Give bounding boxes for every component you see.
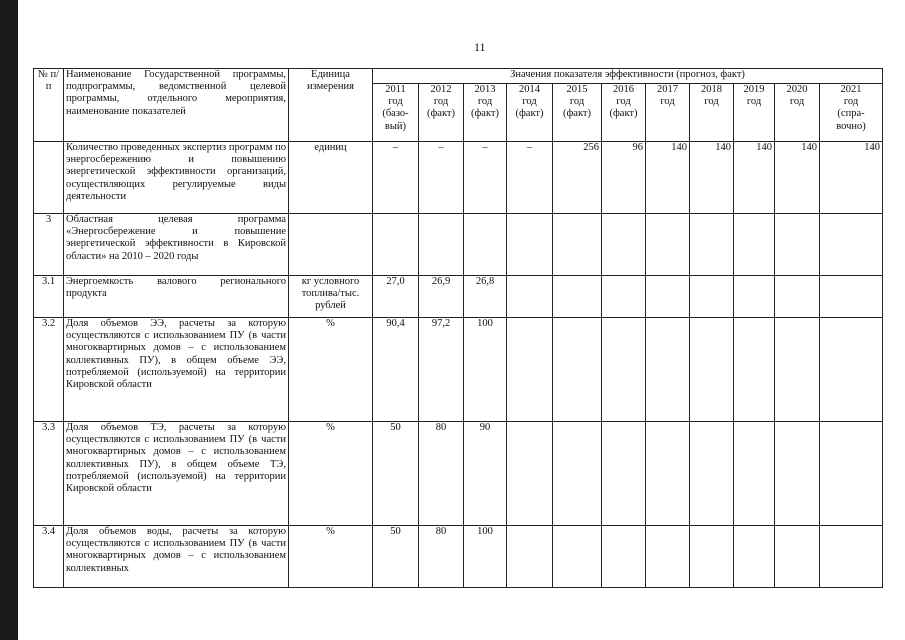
unit-cell: % <box>289 526 373 588</box>
value-cell <box>734 318 775 422</box>
value-cell <box>820 422 883 526</box>
value-cell: 96 <box>602 142 646 214</box>
value-cell <box>419 214 464 276</box>
year-header-cell <box>646 84 690 142</box>
indicator-name: Количество проведенных экспертиз программ по энергосбережению и повышению энергетической эффективности организаций, осуществляющих регулируемые виды деятельности <box>64 142 289 214</box>
value-cell <box>553 422 602 526</box>
indicator-name: Областная целевая программа «Энергосбережение и повышение энергетической эффективности в Кировской области» на 2010 – 2020 годы <box>64 214 289 276</box>
value-cell: 100 <box>464 526 507 588</box>
indicator-name: Доля объемов ЭЭ, расчеты за которую осуществляются с использованием ПУ (в части многоквартирных домов – с использованием коллективных ПУ), в общем объеме ЭЭ, потребляемой (используемой) на территории Кировской области <box>64 318 289 422</box>
value-cell: 80 <box>419 422 464 526</box>
unit-cell: единиц <box>289 142 373 214</box>
year-header-cell <box>553 84 602 142</box>
year-label: 2015 <box>566 84 588 95</box>
year-note: год <box>660 96 675 108</box>
value-cell <box>602 422 646 526</box>
value-cell <box>690 318 734 422</box>
value-cell: 140 <box>646 142 690 214</box>
value-cell <box>507 214 553 276</box>
value-cell: 90,4 <box>373 318 419 422</box>
indicator-name: Доля объемов ТЭ, расчеты за которую осуществляются с использованием ПУ (в части многоквартирных домов – с использованием коллективных ПУ), в общем объеме ТЭ, потребляемой (используемой) на территории Кировской области <box>64 422 289 526</box>
year-note: год <box>477 96 493 108</box>
name-header: Наименование Государственной программы, подпрограммы, ведомственной целевой программы, отдельного мероприятия, наименование показателей <box>64 69 289 142</box>
value-cell <box>602 526 646 588</box>
indicator-name: Доля объемов воды, расчеты за которую осуществляются с использованием ПУ (в части многоквартирных домов – с использованием коллективных <box>64 526 289 588</box>
year-note: (факт) <box>609 108 638 120</box>
year-note: вочно) <box>836 120 866 132</box>
value-cell <box>553 526 602 588</box>
year-note: год <box>522 96 537 108</box>
unit-cell <box>289 214 373 276</box>
row-number: 3 <box>34 214 64 276</box>
year-note: (факт) <box>515 108 544 120</box>
year-note: (факт) <box>562 108 591 120</box>
year-header-cell <box>602 84 646 142</box>
year-header-cell <box>419 84 464 142</box>
value-cell: 27,0 <box>373 276 419 318</box>
indicator-name: Энергоемкость валового регионального продукта <box>64 276 289 318</box>
year-label: 2016 <box>613 84 634 95</box>
year-label: 2019 <box>743 84 765 95</box>
unit-cell: % <box>289 422 373 526</box>
table-row <box>34 214 883 276</box>
header-row <box>34 69 883 84</box>
value-cell <box>820 276 883 318</box>
value-cell: 26,8 <box>464 276 507 318</box>
value-cell <box>775 422 820 526</box>
row-number: 3.1 <box>34 276 64 318</box>
value-cell <box>602 214 646 276</box>
row-number: 3.3 <box>34 422 64 526</box>
year-note: (спра- <box>837 108 865 120</box>
value-cell <box>690 422 734 526</box>
row-number: 3.2 <box>34 318 64 422</box>
year-note: год <box>789 96 805 108</box>
table-row <box>34 526 883 588</box>
year-note: (базо- <box>382 108 409 120</box>
num-header: № п/п <box>34 69 64 142</box>
value-cell <box>507 526 553 588</box>
value-cell <box>602 318 646 422</box>
value-cell <box>507 318 553 422</box>
year-header-cell <box>690 84 734 142</box>
value-cell <box>602 276 646 318</box>
value-cell <box>646 422 690 526</box>
row-number: 3.4 <box>34 526 64 588</box>
value-cell <box>734 276 775 318</box>
value-cell: 50 <box>373 526 419 588</box>
year-header-cell <box>464 84 507 142</box>
performance-table <box>33 68 883 588</box>
table-row <box>34 422 883 526</box>
value-cell <box>820 214 883 276</box>
value-cell: 26,9 <box>419 276 464 318</box>
value-cell <box>775 214 820 276</box>
value-cell <box>775 276 820 318</box>
year-label: 2014 <box>519 84 540 95</box>
unit-cell: % <box>289 318 373 422</box>
unit-header: Единица измерения <box>289 69 373 142</box>
value-cell: 90 <box>464 422 507 526</box>
year-label: 2021 <box>840 84 862 95</box>
table-row <box>34 276 883 318</box>
value-cell <box>464 214 507 276</box>
value-cell: – <box>464 142 507 214</box>
year-header-cell <box>373 84 419 142</box>
value-cell <box>690 276 734 318</box>
year-note: год <box>704 96 719 108</box>
value-cell: 100 <box>464 318 507 422</box>
year-label: 2020 <box>786 84 808 95</box>
year-note: год <box>843 96 859 108</box>
year-note: вый) <box>384 120 407 132</box>
value-cell <box>734 422 775 526</box>
year-note: год <box>746 96 762 108</box>
year-label: 2013 <box>474 84 496 95</box>
value-cell <box>646 526 690 588</box>
value-cell <box>734 526 775 588</box>
value-cell <box>820 526 883 588</box>
year-header-cell <box>820 84 883 142</box>
value-cell <box>646 214 690 276</box>
value-cell <box>646 318 690 422</box>
scan-edge-bar <box>0 0 18 640</box>
year-note: (факт) <box>470 108 499 120</box>
value-cell: 140 <box>775 142 820 214</box>
year-header-cell <box>734 84 775 142</box>
value-cell: 97,2 <box>419 318 464 422</box>
value-cell: 140 <box>820 142 883 214</box>
year-note: (факт) <box>426 108 455 120</box>
value-cell <box>507 422 553 526</box>
year-label: 2011 <box>385 84 406 95</box>
year-note: год <box>433 96 449 108</box>
value-cell <box>775 318 820 422</box>
value-cell <box>553 276 602 318</box>
value-cell <box>820 318 883 422</box>
value-cell <box>507 276 553 318</box>
row-number <box>34 142 64 214</box>
value-cell: – <box>507 142 553 214</box>
value-cell: – <box>373 142 419 214</box>
value-cell <box>775 526 820 588</box>
value-cell: – <box>419 142 464 214</box>
value-cell: 50 <box>373 422 419 526</box>
year-note: год <box>388 96 403 108</box>
year-label: 2017 <box>657 84 678 95</box>
year-header-cell <box>775 84 820 142</box>
year-label: 2018 <box>701 84 722 95</box>
value-cell <box>553 318 602 422</box>
value-cell <box>373 214 419 276</box>
value-cell: 140 <box>690 142 734 214</box>
table-row <box>34 142 883 214</box>
value-cell: 80 <box>419 526 464 588</box>
year-label: 2012 <box>430 84 452 95</box>
value-cell <box>646 276 690 318</box>
value-cell: 140 <box>734 142 775 214</box>
table-row <box>34 318 883 422</box>
unit-cell: кг условного топлива/тыс. рублей <box>289 276 373 318</box>
value-cell <box>734 214 775 276</box>
value-cell <box>690 214 734 276</box>
value-cell: 256 <box>553 142 602 214</box>
value-cell <box>690 526 734 588</box>
page-number: 11 <box>474 40 486 54</box>
year-header-cell <box>507 84 553 142</box>
value-cell <box>553 214 602 276</box>
year-note: год <box>569 96 585 108</box>
values-header: Значения показателя эффективности (прогноз, факт) <box>373 69 883 84</box>
year-note: год <box>616 96 631 108</box>
